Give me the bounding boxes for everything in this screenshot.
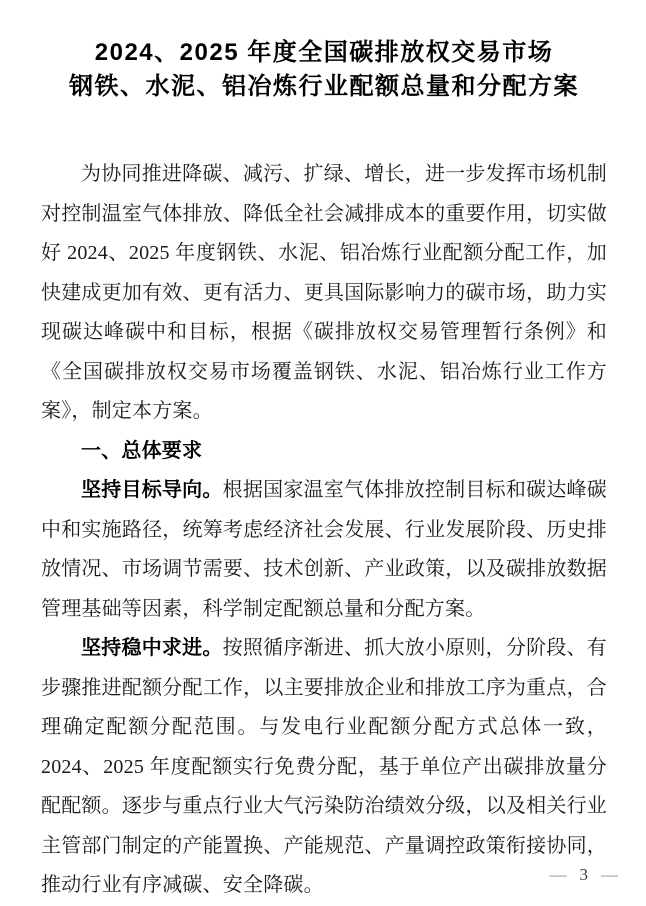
paragraph-text-steady-progress: 按照循序渐进、抓大放小原则，分阶段、有步骤推进配额分配工作，以主要排放企业和排放工序为重点，合理确定配额分配范围。与发电行业配额分配方式总体一致，2024、2025 年度配额实行免费分配，基于单位产出碳排放量分配配额。逐步与重点行业大气污染防治绩效分级，以及相关行业主管部门制定的产能置换、产能规范、产量调控政策衔接协同，推动行业有序减碳、安全降碳。	[41, 637, 607, 896]
page-number-dash-right: —	[601, 865, 618, 884]
page-number-value: 3	[579, 865, 588, 884]
paragraph-steady-progress	[41, 629, 607, 906]
section-heading-overall-requirements: 一、总体要求	[81, 439, 203, 462]
paragraph-lead-goal-orientation: 坚持目标导向。	[81, 479, 223, 501]
intro-paragraph: 为协同推进降碳、减污、扩绿、增长，进一步发挥市场机制对控制温室气体排放、降低全社会减排成本的重要作用，切实做好 2024、2025 年度钢铁、水泥、铝冶炼行业配额分配工作，加快建成更加有效、更有活力、更具国际影响力的碳市场，助力实现碳达峰碳中和目标，根据《碳排放权交易管理暂行条例》和《全国碳排放权交易市场覆盖钢铁、水泥、铝冶炼行业工作方案》，制定本方案。	[41, 163, 607, 422]
title-line-2: 钢铁、水泥、铝冶炼行业配额总量和分配方案	[69, 73, 579, 100]
title-line-1: 2024、2025 年度全国碳排放权交易市场	[94, 39, 554, 66]
document-body	[41, 155, 607, 906]
document-title	[41, 36, 607, 104]
paragraph-lead-steady-progress: 坚持稳中求进。	[81, 637, 223, 659]
paragraph-goal-orientation	[41, 471, 607, 629]
page-number	[550, 866, 619, 884]
paragraph-text-goal-orientation: 根据国家温室气体排放控制目标和碳达峰碳中和实施路径，统筹考虑经济社会发展、行业发展阶段、历史排放情况、市场调节需要、技术创新、产业政策，以及碳排放数据管理基础等因素，科学制定配额总量和分配方案。	[41, 479, 607, 620]
page-number-dash-left: —	[549, 865, 567, 884]
